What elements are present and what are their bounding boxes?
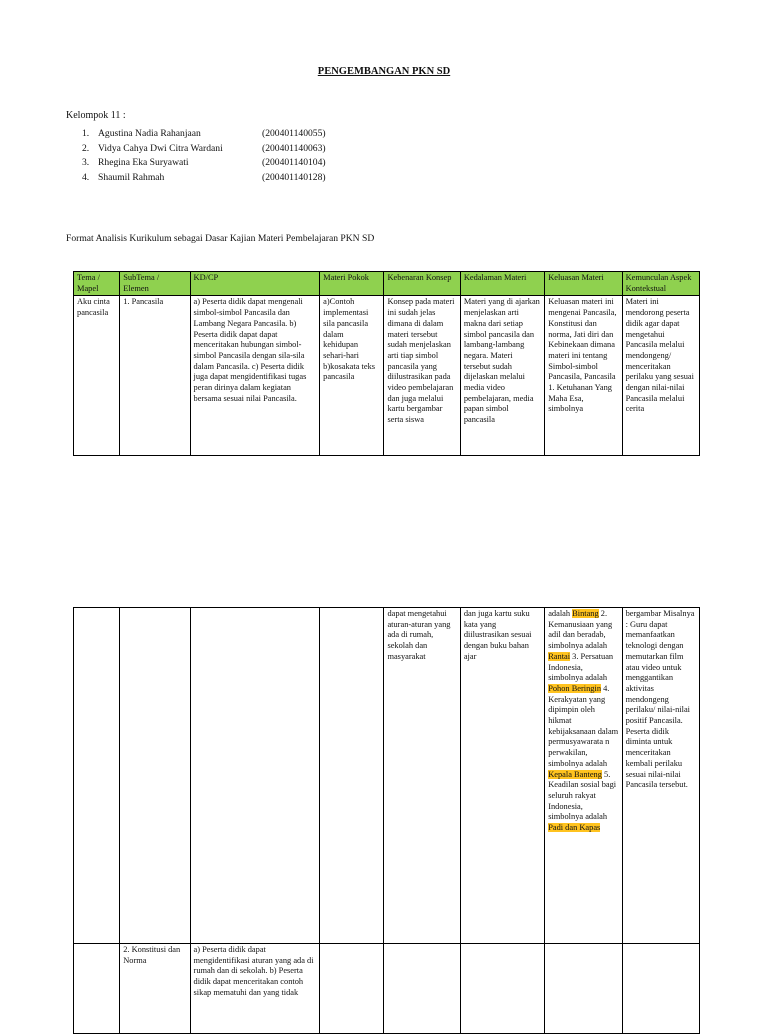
cell-keluasan-materi: Keluasan materi ini mengenai Pancasila, Konstitusi dan norma, Jati diri dan Kebinekaan dimana materi ini tentang Simbol-simbol Pancasila, Pancasila 1. Ketuhanan Yang Maha Esa, simbolnya bbox=[545, 296, 622, 456]
cell-kemunculan-aspek: bergambar Misalnya : Guru dapat memanfaatkan teknologi dengan memutarkan film atau video untuk menggantikan aktivitas mendongeng perilaku/ nilai-nilai positif Pancasila. Peserta didik diminta untuk menceritakan kembali perilaku sesuai nilai-nilai Pancasila tersebut. bbox=[622, 608, 699, 944]
table-header-row bbox=[74, 272, 700, 296]
cell-tema bbox=[74, 944, 120, 1034]
cell-materi-pokok bbox=[320, 608, 384, 944]
member-item: 4. Shaumil Rahmah (200401140128) bbox=[82, 171, 326, 183]
format-heading: Format Analisis Kurikulum sebagai Dasar Kajian Materi Pembelajaran PKN SD bbox=[66, 233, 375, 244]
cell-kedalaman-materi: dan juga kartu suku kata yang diilustrasikan sesuai dengan buku bahan ajar bbox=[460, 608, 544, 944]
document-title: PENGEMBANGAN PKN SD bbox=[317, 66, 451, 77]
cell-kemunculan-aspek: Materi ini mendorong peserta didik agar dapat mengetahui Pancasila melalui mendongeng/ menceritakan perilaku yang sesuai dengan nilai-nilai Pancasila melalui cerita bbox=[622, 296, 699, 456]
header-kemunculan-aspek: Kemunculan Aspek Kontekstual bbox=[622, 272, 699, 296]
member-item: 1. Agustina Nadia Rahanjaan (200401140055) bbox=[82, 128, 326, 139]
header-subtema: SubTema / Elemen bbox=[120, 272, 190, 296]
cell-kebenaran-konsep bbox=[384, 944, 460, 1034]
cell-kedalaman-materi bbox=[460, 944, 544, 1034]
cell-tema bbox=[74, 608, 120, 944]
member-list bbox=[82, 127, 326, 185]
highlighted-text: Rantai bbox=[548, 651, 571, 661]
text-segment: 3. Persatuan Indonesia, simbolnya adalah bbox=[548, 651, 614, 683]
analysis-table-continued bbox=[73, 607, 700, 1034]
member-item: 2. Vidya Cahya Dwi Citra Wardani (200401140063) bbox=[82, 142, 326, 154]
header-keluasan-materi: Keluasan Materi bbox=[545, 272, 622, 296]
table-row bbox=[74, 944, 700, 1034]
cell-kdcp: a) Peserta didik dapat mengenali simbol-simbol Pancasila dan Lambang Negara Pancasila. b) Peserta didik dapat dapat menceritakan hubungan simbol-simbol Pancasila dengan sila-sila dalam Pancasila. c) Peserta didik juga dapat mengidentifikasi tugas peran dirinya dalam kegiatan bersama sesuai nilai Pancasila. bbox=[190, 296, 320, 456]
header-kebenaran-konsep: Kebenaran Konsep bbox=[384, 272, 460, 296]
analysis-table bbox=[73, 271, 700, 456]
cell-kemunculan-aspek bbox=[622, 944, 699, 1034]
cell-kebenaran-konsep: Konsep pada materi ini sudah jelas dimana di dalam materi tersebut sudah menjelaskan arti tiap simbol pancasila yang diilustrasikan pada video pembelajaran dan juga melalui kartu bergambar serta siswa bbox=[384, 296, 460, 456]
cell-subtema: 2. Konstitusi dan Norma bbox=[120, 944, 190, 1034]
table-row bbox=[74, 608, 700, 944]
highlighted-text: Pohon Beringin bbox=[548, 683, 602, 693]
text-segment: 2. Kemanusiaan yang adil dan beradab, simbolnya adalah bbox=[548, 609, 613, 651]
header-kdcp: KD/CP bbox=[190, 272, 320, 296]
cell-keluasan-materi bbox=[545, 944, 622, 1034]
header-tema: Tema / Mapel bbox=[74, 272, 120, 296]
header-materi-pokok: Materi Pokok bbox=[320, 272, 384, 296]
table-row bbox=[74, 296, 700, 456]
highlighted-text: Bintang bbox=[572, 609, 599, 618]
cell-kedalaman-materi: Materi yang di ajarkan menjelaskan arti makna dari setiap simbol pancasila dan lambang-lambang negara. Materi tersebut sudah dijelaskan melalui media video pembelajaran, media papan simbol pancasila bbox=[460, 296, 544, 456]
text-segment: 5. Keadilan sosial bagi seluruh rakyat Indonesia, simbolnya adalah bbox=[548, 769, 617, 822]
cell-tema: Aku cinta pancasila bbox=[74, 296, 120, 456]
cell-kdcp: a) Peserta didik dapat mengidentifikasi aturan yang ada di rumah dan di sekolah. b) Peserta didik dapat menceritakan contoh sikap mematuhi dan yang tidak bbox=[190, 944, 320, 1034]
cell-materi-pokok bbox=[320, 944, 384, 1034]
cell-materi-pokok: a)Contoh implementasi sila pancasila dalam kehidupan sehari-hari b)kosakata teks pancasila bbox=[320, 296, 384, 456]
cell-subtema bbox=[120, 608, 190, 944]
cell-kebenaran-konsep: dapat mengetahui aturan-aturan yang ada di rumah, sekolah dan masyarakat bbox=[384, 608, 460, 944]
cell-kdcp bbox=[190, 608, 320, 944]
member-item: 3. Rhegina Eka Suryawati (200401140104) bbox=[82, 157, 326, 168]
group-label: Kelompok 11 : bbox=[66, 110, 126, 121]
header-kedalaman-materi: Kedalaman Materi bbox=[460, 272, 544, 296]
text-segment: adalah bbox=[548, 609, 573, 618]
highlighted-text: Kepala Banteng bbox=[548, 769, 602, 779]
highlighted-text: Padi dan Kapas bbox=[548, 823, 601, 833]
text-segment: 4. Kerakyatan yang dipimpin oleh hikmat kebijaksanaan dalam permusyawarata n perwakilan, simbolnya adalah bbox=[548, 683, 619, 768]
cell-keluasan-materi bbox=[545, 608, 622, 944]
cell-subtema: 1. Pancasila bbox=[120, 296, 190, 456]
